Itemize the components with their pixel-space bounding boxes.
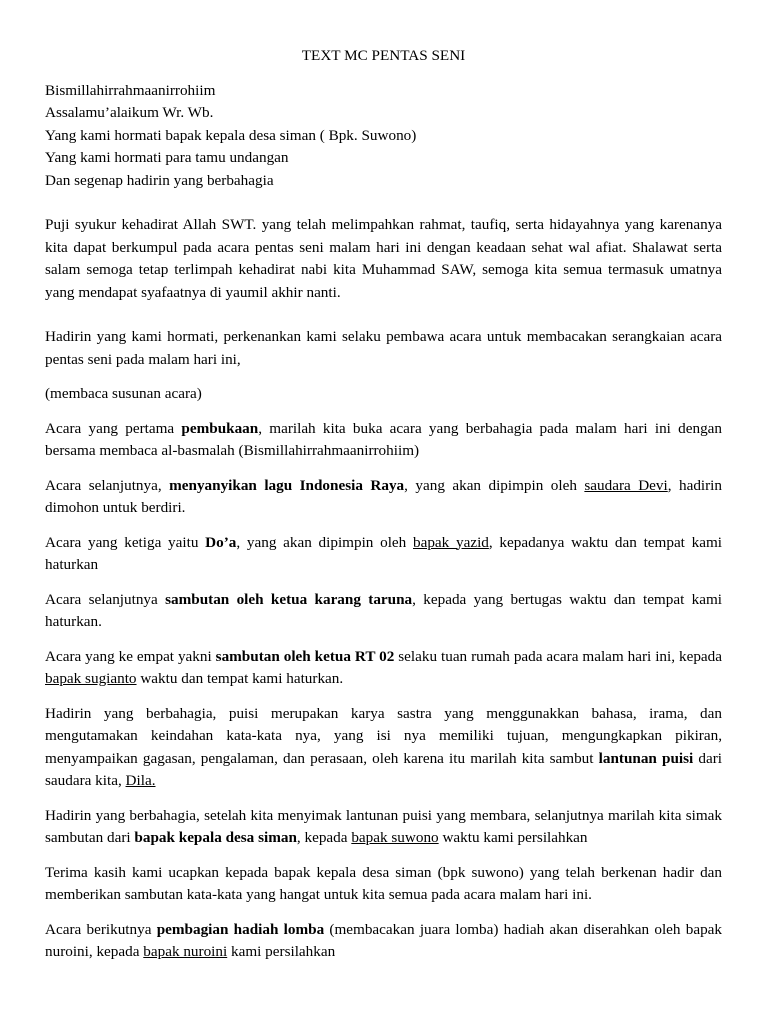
paragraph-agenda-opening <box>45 418 722 463</box>
paragraph-agenda-youth-speech <box>45 589 722 634</box>
paragraph-agenda-village-head <box>45 805 722 850</box>
greeting-line: Yang kami hormati para tamu undangan <box>45 149 289 166</box>
bold-text: pembukaan <box>181 419 259 437</box>
underlined-name: saudara Devi <box>584 476 668 494</box>
text-segment: kami persilahkan <box>227 943 336 960</box>
text-segment: , yang akan dipimpin oleh <box>404 476 585 494</box>
paragraph-agenda-poetry <box>45 703 722 793</box>
text-segment: , kepada yang bertugas waktu dan tempat kami haturkan. <box>45 590 723 630</box>
underlined-name: bapak sugianto <box>45 670 137 687</box>
text-segment: waktu dan tempat kami haturkan. <box>136 670 344 687</box>
bold-text: bapak kepala desa siman <box>134 829 297 846</box>
text-segment: Acara yang ke empat yakni <box>45 647 216 665</box>
text-segment: dari saudara kita, <box>45 749 722 789</box>
document-title: TEXT MC PENTAS SENI <box>301 47 466 64</box>
underlined-name: bapak yazid <box>413 533 489 551</box>
underlined-name: Dila. <box>125 772 156 789</box>
paragraph-agenda-prayer <box>45 532 722 577</box>
text-segment: Acara selanjutnya, <box>45 476 170 494</box>
underlined-name: bapak suwono <box>351 829 439 846</box>
bold-text: menyanyikan lagu Indonesia Raya <box>169 476 405 494</box>
greeting-line: Bismillahirrahmaanirrohiim <box>45 81 216 99</box>
text-segment: , kepada <box>296 829 352 846</box>
greeting-line: Dan segenap hadirin yang berbahagia <box>45 171 274 189</box>
text-segment: , yang akan dipimpin oleh <box>236 533 413 551</box>
text-segment: Acara yang pertama <box>45 419 182 437</box>
underlined-name: bapak nuroini <box>143 943 228 960</box>
text-segment: (membacakan juara lomba) hadiah akan diserahkan oleh bapak nuroini, kepada <box>45 920 722 960</box>
paragraph-thanks: Terima kasih kami ucapkan kepada bapak kepala desa siman (bpk suwono) yang telah berkenan hadir dan memberikan sambutan kata-kata yang hangat untuk kita semua pada acara malam hari ini. <box>45 863 722 903</box>
paragraph-opening-praise: Puji syukur kehadirat Allah SWT. yang telah melimpahkan rahmat, taufiq, serta hidayahnya yang karenanya kita dapat berkumpul pada acara pentas seni malam hari ini dengan keadaan sehat wal afiat. Shalawat serta salam semoga tetap terlimpah kehadirat nabi kita Muhammad SAW, semoga kita semua termasuk umatnya yang mendapat syafaatnya di yaumil akhir nanti. <box>45 216 722 301</box>
text-segment: Acara yang ketiga yaitu <box>45 533 206 551</box>
bold-text: sambutan oleh ketua RT 02 <box>215 647 395 665</box>
text-segment: waktu kami persilahkan <box>438 829 588 846</box>
bold-text: sambutan oleh ketua karang taruna <box>165 590 413 608</box>
text-segment: Hadirin yang berbahagia, setelah kita menyimak lantunan puisi yang membara, selanjutnya marilah kita simak sambutan dari <box>45 806 722 846</box>
greeting-block <box>45 80 722 193</box>
paragraph-introduction: Hadirin yang kami hormati, perkenankan kami selaku pembawa acara untuk membacakan serangkaian acara pentas seni pada malam hari ini, <box>45 328 722 368</box>
paragraph-reading-agenda: (membaca susunan acara) <box>45 385 202 402</box>
paragraph-agenda-rt-speech <box>45 646 722 691</box>
greeting-line: Assalamu’alaikum Wr. Wb. <box>45 104 214 121</box>
paragraph-agenda-anthem <box>45 475 722 520</box>
text-segment: , kepadanya waktu dan tempat kami haturkan <box>45 533 722 573</box>
text-segment: , marilah kita buka acara yang berbahagia pada malam hari ini dengan bersama membaca al-basmalah (Bismillahirrahmaanirrohiim) <box>45 419 722 459</box>
text-segment: Hadirin yang berbahagia, puisi merupakan karya sastra yang menggunakkan bahasa, irama, dan mengutamakan keindahan kata-kata nya, yang isi nya memiliki tujuan, mengungkapkan pikiran, menyampaikan gagasan, pengalaman, dan perasaan, oleh karena itu marilah kita sambut <box>45 704 722 767</box>
greeting-line: Yang kami hormati bapak kepala desa siman ( Bpk. Suwono) <box>45 126 417 144</box>
text-segment: , hadirin dimohon untuk berdiri. <box>45 476 722 516</box>
text-segment: Acara selanjutnya <box>45 590 166 608</box>
text-segment: selaku tuan rumah pada acara malam hari ini, kepada <box>394 647 722 665</box>
paragraph-agenda-prizes <box>45 919 722 964</box>
text-segment: Acara berikutnya <box>45 920 157 938</box>
document-body <box>45 45 722 964</box>
bold-text: lantunan puisi <box>598 749 694 767</box>
bold-text: pembagian hadiah lomba <box>156 920 325 938</box>
bold-text: Do’a <box>205 533 237 551</box>
